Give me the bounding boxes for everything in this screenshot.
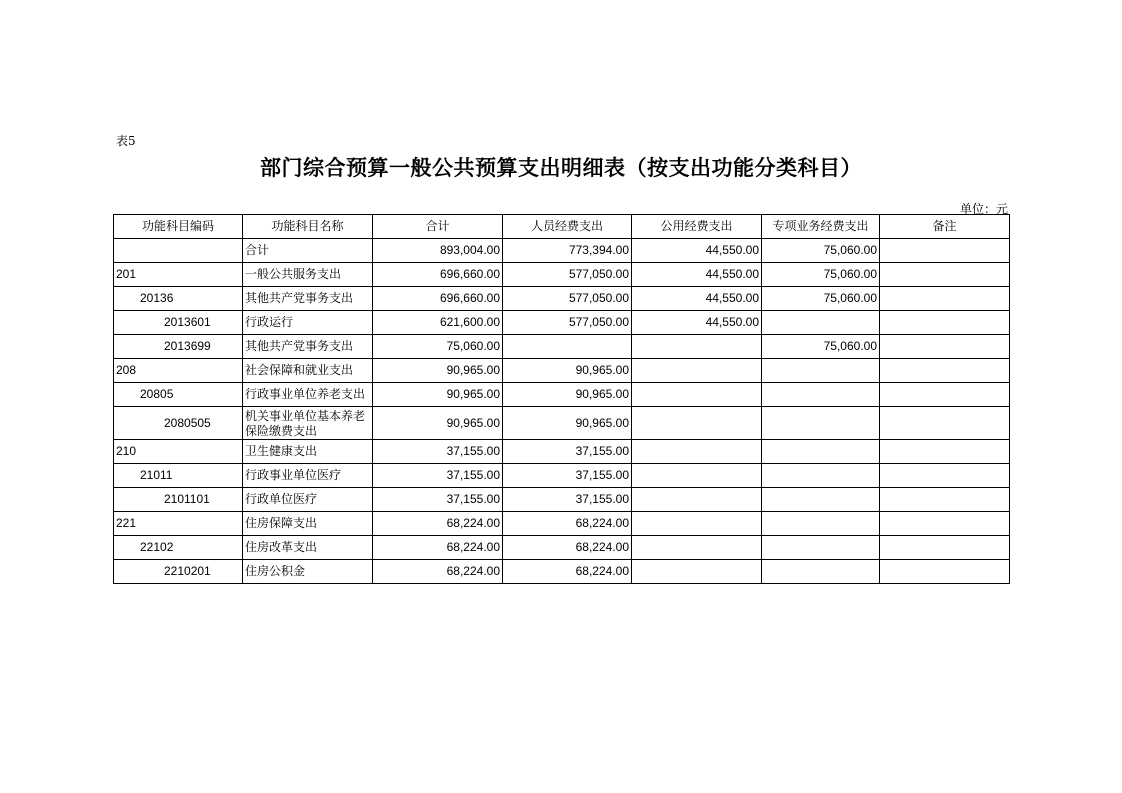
cell-public: 44,550.00 xyxy=(632,287,762,311)
cell-special xyxy=(762,359,880,383)
cell-personnel: 68,224.00 xyxy=(503,536,632,560)
table-row xyxy=(114,440,1010,464)
table-header-row xyxy=(114,215,1010,239)
table-row xyxy=(114,512,1010,536)
cell-public xyxy=(632,383,762,407)
cell-special: 75,060.00 xyxy=(762,239,880,263)
table-row xyxy=(114,488,1010,512)
cell-note xyxy=(880,263,1010,287)
cell-total: 621,600.00 xyxy=(373,311,503,335)
cell-code: 20136 xyxy=(114,287,243,311)
cell-name: 住房公积金 xyxy=(243,560,373,584)
cell-note xyxy=(880,311,1010,335)
cell-total: 90,965.00 xyxy=(373,407,503,440)
cell-note xyxy=(880,383,1010,407)
cell-total: 696,660.00 xyxy=(373,287,503,311)
cell-special xyxy=(762,464,880,488)
cell-special xyxy=(762,488,880,512)
table-row xyxy=(114,335,1010,359)
cell-code: 221 xyxy=(114,512,243,536)
table-row xyxy=(114,359,1010,383)
cell-public xyxy=(632,536,762,560)
table-row xyxy=(114,464,1010,488)
cell-personnel: 577,050.00 xyxy=(503,287,632,311)
cell-personnel: 37,155.00 xyxy=(503,488,632,512)
cell-total: 68,224.00 xyxy=(373,560,503,584)
cell-total: 37,155.00 xyxy=(373,464,503,488)
cell-total: 90,965.00 xyxy=(373,383,503,407)
column-header-personnel: 人员经费支出 xyxy=(503,215,632,239)
cell-special xyxy=(762,440,880,464)
cell-personnel: 68,224.00 xyxy=(503,512,632,536)
cell-public: 44,550.00 xyxy=(632,311,762,335)
cell-total: 75,060.00 xyxy=(373,335,503,359)
cell-note xyxy=(880,536,1010,560)
cell-special: 75,060.00 xyxy=(762,335,880,359)
cell-note xyxy=(880,560,1010,584)
cell-note xyxy=(880,359,1010,383)
page-title: 部门综合预算一般公共预算支出明细表（按支出功能分类科目） xyxy=(260,156,862,180)
cell-code: 20805 xyxy=(114,383,243,407)
cell-name: 住房保障支出 xyxy=(243,512,373,536)
unit-note: 单位：元 xyxy=(959,202,1008,216)
cell-name: 其他共产党事务支出 xyxy=(243,335,373,359)
cell-note xyxy=(880,464,1010,488)
table-row xyxy=(114,239,1010,263)
table-row xyxy=(114,263,1010,287)
cell-total: 37,155.00 xyxy=(373,440,503,464)
column-header-special: 专项业务经费支出 xyxy=(762,215,880,239)
cell-code xyxy=(114,239,243,263)
cell-public xyxy=(632,335,762,359)
cell-public xyxy=(632,560,762,584)
cell-personnel: 90,965.00 xyxy=(503,359,632,383)
cell-public xyxy=(632,407,762,440)
cell-name: 住房改革支出 xyxy=(243,536,373,560)
cell-public xyxy=(632,512,762,536)
cell-code: 21011 xyxy=(114,464,243,488)
cell-special xyxy=(762,536,880,560)
cell-code: 22102 xyxy=(114,536,243,560)
cell-name: 行政事业单位养老支出 xyxy=(243,383,373,407)
cell-name: 合计 xyxy=(243,239,373,263)
cell-total: 893,004.00 xyxy=(373,239,503,263)
table-body xyxy=(114,239,1010,584)
cell-special xyxy=(762,407,880,440)
cell-name: 一般公共服务支出 xyxy=(243,263,373,287)
cell-personnel: 90,965.00 xyxy=(503,383,632,407)
cell-personnel: 90,965.00 xyxy=(503,407,632,440)
cell-personnel: 577,050.00 xyxy=(503,263,632,287)
cell-public: 44,550.00 xyxy=(632,263,762,287)
cell-personnel: 37,155.00 xyxy=(503,440,632,464)
table-row xyxy=(114,560,1010,584)
cell-personnel xyxy=(503,335,632,359)
cell-name: 机关事业单位基本养老保险缴费支出 xyxy=(243,407,373,440)
cell-special: 75,060.00 xyxy=(762,287,880,311)
cell-code: 210 xyxy=(114,440,243,464)
table-row xyxy=(114,311,1010,335)
cell-total: 68,224.00 xyxy=(373,512,503,536)
cell-note xyxy=(880,239,1010,263)
cell-name: 卫生健康支出 xyxy=(243,440,373,464)
cell-note xyxy=(880,440,1010,464)
cell-code: 2013601 xyxy=(114,311,243,335)
column-header-name: 功能科目名称 xyxy=(243,215,373,239)
cell-total: 37,155.00 xyxy=(373,488,503,512)
cell-public: 44,550.00 xyxy=(632,239,762,263)
column-header-code: 功能科目编码 xyxy=(114,215,243,239)
cell-special xyxy=(762,560,880,584)
cell-name: 行政单位医疗 xyxy=(243,488,373,512)
table-row xyxy=(114,287,1010,311)
cell-note xyxy=(880,335,1010,359)
cell-personnel: 37,155.00 xyxy=(503,464,632,488)
cell-note xyxy=(880,512,1010,536)
budget-table xyxy=(113,214,1010,584)
cell-name: 行政运行 xyxy=(243,311,373,335)
cell-total: 696,660.00 xyxy=(373,263,503,287)
cell-code: 2210201 xyxy=(114,560,243,584)
cell-special xyxy=(762,311,880,335)
cell-note xyxy=(880,488,1010,512)
cell-personnel: 577,050.00 xyxy=(503,311,632,335)
cell-code: 201 xyxy=(114,263,243,287)
cell-public xyxy=(632,440,762,464)
cell-note xyxy=(880,287,1010,311)
cell-name: 其他共产党事务支出 xyxy=(243,287,373,311)
cell-public xyxy=(632,359,762,383)
cell-name: 社会保障和就业支出 xyxy=(243,359,373,383)
cell-code: 2101101 xyxy=(114,488,243,512)
cell-code: 2080505 xyxy=(114,407,243,440)
cell-special: 75,060.00 xyxy=(762,263,880,287)
cell-total: 90,965.00 xyxy=(373,359,503,383)
column-header-public: 公用经费支出 xyxy=(632,215,762,239)
cell-personnel: 773,394.00 xyxy=(503,239,632,263)
cell-code: 208 xyxy=(114,359,243,383)
cell-total: 68,224.00 xyxy=(373,536,503,560)
cell-personnel: 68,224.00 xyxy=(503,560,632,584)
cell-public xyxy=(632,464,762,488)
cell-name: 行政事业单位医疗 xyxy=(243,464,373,488)
column-header-total: 合计 xyxy=(373,215,503,239)
column-header-note: 备注 xyxy=(880,215,1010,239)
table-row xyxy=(114,383,1010,407)
table-label: 表5 xyxy=(116,134,136,148)
cell-note xyxy=(880,407,1010,440)
cell-special xyxy=(762,383,880,407)
cell-public xyxy=(632,488,762,512)
table-row xyxy=(114,407,1010,440)
table-row xyxy=(114,536,1010,560)
cell-code: 2013699 xyxy=(114,335,243,359)
cell-special xyxy=(762,512,880,536)
